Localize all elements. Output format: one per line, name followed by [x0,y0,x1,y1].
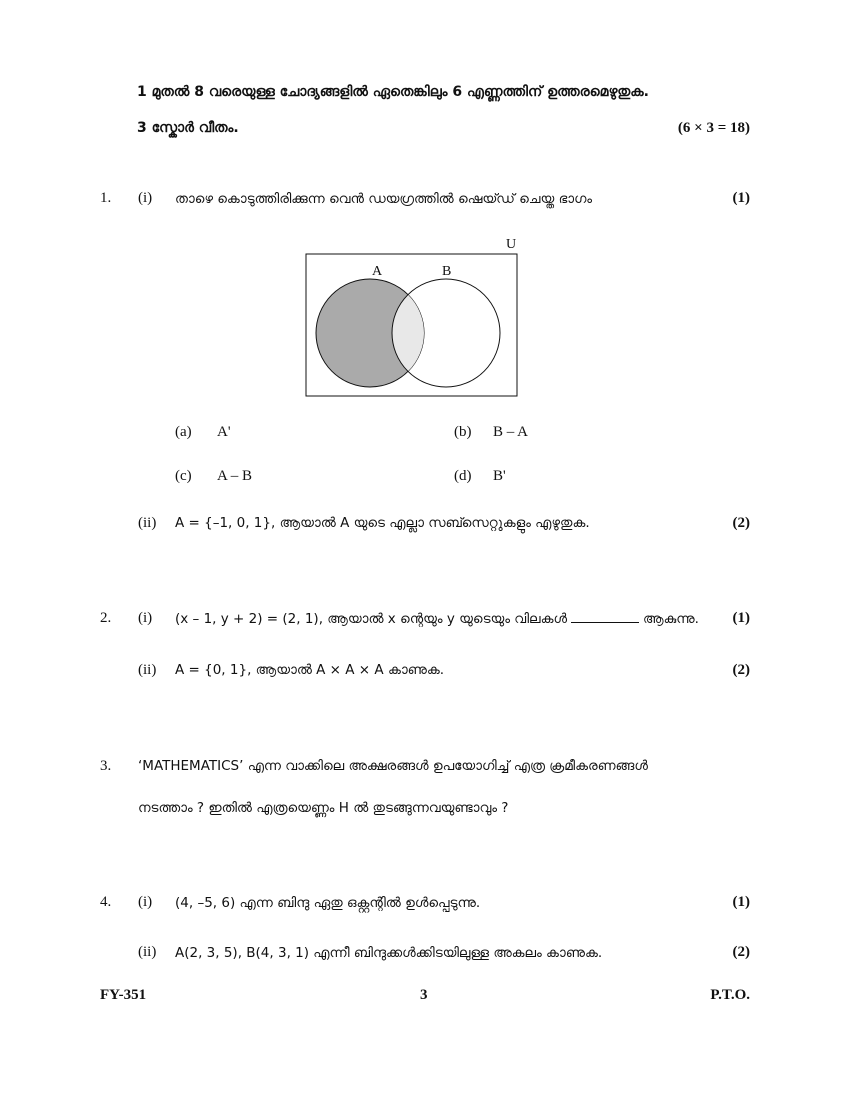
q2-part-i-text-before: (x – 1, y + 2) = (2, 1), ആയാൽ x ന്റെയും y യുടെയും വിലകൾ [175,611,568,627]
q1-part-ii-mark: (2) [732,515,750,531]
q2-part-i-text-after: ആകുന്നു. [643,611,699,627]
venn-diagram [300,232,530,402]
q2-part-i-mark: (1) [732,610,750,626]
q4-part-i-label: (i) [138,894,153,910]
q3-number: 3. [100,758,112,774]
q1-part-ii-text: A = {–1, 0, 1}, ആയാൽ A യുടെ എല്ലാ സബ്സെറ്റുകളും എഴുതുക. [175,515,590,531]
footer-page-number: 3 [420,987,428,1003]
q4-part-i-text: (4, –5, 6) എന്ന ബിന്ദു ഏതു ഒക്റ്റന്റിൽ ഉൾപ്പെടുന്നു. [175,895,481,911]
footer-paper-code: FY-351 [100,987,147,1003]
q1-option-c-text: A – B [217,468,253,484]
q1-option-c-label: (c) [175,468,192,484]
q4-part-i-mark: (1) [732,894,750,910]
q4-number: 4. [100,894,112,910]
q2-part-i-text [175,610,699,627]
venn-intersection-region [392,279,500,387]
q2-number: 2. [100,610,112,626]
venn-universe-label: U [506,237,517,252]
venn-set-b-label: B [442,264,452,279]
q2-part-ii-label: (ii) [138,662,157,678]
q4-part-ii-mark: (2) [732,944,750,960]
q2-part-i-label: (i) [138,610,153,626]
q2-answer-blank [571,610,639,623]
instruction-line-1: 1 മുതൽ 8 വരെയുള്ള ചോദ്യങ്ങളിൽ ഏതെങ്കിലും 6 എണ്ണത്തിന് ഉത്തരമെഴുതുക. [137,84,649,100]
q1-part-i-label: (i) [138,190,153,206]
total-marks: (6 × 3 = 18) [677,120,750,136]
q1-part-i-mark: (1) [732,190,750,206]
q3-line-1: ‘MATHEMATICS’ എന്ന വാക്കിലെ അക്ഷരങ്ങൾ ഉപയോഗിച്ച് എത്ര ക്രമീകരണങ്ങൾ [138,758,648,774]
q2-part-ii-mark: (2) [732,662,750,678]
q4-part-ii-label: (ii) [138,944,157,960]
q1-option-d-text: B' [493,468,506,484]
q1-number: 1. [100,190,112,206]
q1-part-ii-label: (ii) [138,515,157,531]
q1-option-a-label: (a) [175,424,192,440]
q3-line-2: നടത്താം ? ഇതിൽ എത്രയെണ്ണം H ൽ തുടങ്ങുന്നവയുണ്ടാവും ? [138,800,509,816]
q1-option-a-text: A' [217,424,231,440]
instruction-line-2: 3 സ്കോർ വീതം. [137,120,239,136]
q1-option-b-label: (b) [454,424,472,440]
q2-part-ii-text: A = {0, 1}, ആയാൽ A × A × A കാണുക. [175,662,445,678]
venn-set-a-label: A [372,264,383,279]
q1-option-b-text: B – A [493,424,529,440]
q4-part-ii-text: A(2, 3, 5), B(4, 3, 1) എന്നീ ബിന്ദുക്കൾക്കിടയിലുള്ള അകലം കാണുക. [175,945,603,961]
q1-part-i-text: താഴെ കൊടുത്തിരിക്കുന്ന വെൻ ഡയഗ്രത്തിൽ ഷെയ്ഡ് ചെയ്ത ഭാഗം [175,191,593,207]
footer-pto: P.T.O. [710,987,750,1003]
q1-option-d-label: (d) [454,468,472,484]
